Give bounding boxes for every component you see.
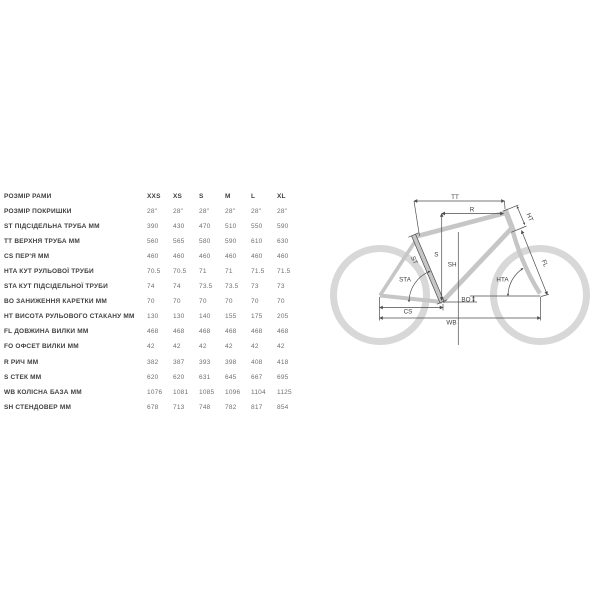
row-value: 130 [147, 313, 159, 321]
table-row [4, 249, 306, 264]
table-row [4, 339, 306, 354]
row-value: 74 [147, 283, 155, 291]
row-value: 70 [173, 298, 181, 306]
row-value: 468 [251, 328, 263, 336]
tt-dimension-label: TT [451, 194, 459, 201]
table-row [4, 219, 306, 234]
row-value: 28" [251, 208, 262, 216]
row-value: 73.5 [225, 283, 239, 291]
row-label: HTA КУТ РУЛЬОВОЇ ТРУБИ [4, 268, 94, 276]
row-value: 460 [225, 253, 237, 261]
row-value: 390 [147, 223, 159, 231]
row-value: 510 [225, 223, 237, 231]
table-row [4, 385, 306, 400]
fork-blade [513, 231, 541, 294]
size-header-l: L [251, 193, 256, 201]
row-label: HT ВИСОТА РУЛЬОВОГО СТАКАНУ ММ [4, 313, 135, 321]
table-row [4, 204, 306, 219]
row-value: 590 [225, 238, 237, 246]
frame-size-label: РОЗМІР РАМИ [4, 193, 52, 201]
row-value: 468 [147, 328, 159, 336]
bike-geometry-diagram [325, 190, 600, 355]
row-value: 70 [147, 298, 155, 306]
row-value: 460 [277, 253, 289, 261]
row-value: 70.5 [173, 268, 187, 276]
row-value: 28" [173, 208, 184, 216]
hta-dimension-label: HTA [496, 276, 509, 284]
sh-dimension-label: SH [447, 261, 457, 269]
row-value: 70 [199, 298, 207, 306]
table-row [4, 370, 306, 385]
row-label: STA КУТ ПІДСІДЕЛЬНОЇ ТРУБИ [4, 283, 108, 291]
row-value: 42 [173, 343, 181, 351]
chainstay-tube [380, 296, 442, 303]
row-value: 73 [277, 283, 285, 291]
row-value: 550 [251, 223, 263, 231]
s-dimension-label: S [434, 251, 439, 259]
row-value: 70 [225, 298, 233, 306]
row-value: 560 [147, 238, 159, 246]
row-value: 70 [277, 298, 285, 306]
row-value: 28" [225, 208, 236, 216]
row-value: 580 [199, 238, 211, 246]
row-value: 1125 [277, 388, 292, 396]
row-label: ST ПІДСІДЕЛЬНА ТРУБА ММ [4, 223, 100, 231]
row-value: 205 [277, 313, 289, 321]
row-value: 460 [173, 253, 185, 261]
row-value: 468 [277, 328, 289, 336]
row-value: 782 [225, 403, 237, 411]
row-value: 42 [225, 343, 233, 351]
st-dimension-label: ST [409, 255, 419, 266]
row-value: 398 [225, 358, 237, 366]
size-header-xl: XL [277, 193, 286, 201]
size-header-m: M [225, 193, 231, 201]
row-label: SH СТЕНДОВЕР ММ [4, 403, 72, 411]
row-value: 408 [251, 358, 263, 366]
cs-dimension-label: CS [403, 308, 413, 316]
front-wheel [494, 249, 587, 342]
row-value: 630 [277, 238, 289, 246]
row-value: 28" [147, 208, 158, 216]
row-label: РОЗМІР ПОКРИШКИ [4, 208, 72, 216]
row-value: 74 [173, 283, 181, 291]
row-value: 713 [173, 403, 185, 411]
row-value: 854 [277, 403, 289, 411]
table-row [4, 355, 306, 370]
table-row [4, 264, 306, 279]
row-value: 382 [147, 358, 159, 366]
table-row [4, 324, 306, 339]
row-label: BO ЗАНИЖЕННЯ КАРЕТКИ ММ [4, 298, 107, 306]
row-value: 70.5 [147, 268, 161, 276]
row-value: 610 [251, 238, 263, 246]
row-value: 42 [251, 343, 259, 351]
geometry-table [4, 189, 306, 415]
row-value: 130 [173, 313, 185, 321]
row-value: 42 [199, 343, 207, 351]
row-value: 1081 [173, 388, 189, 396]
row-value: 430 [173, 223, 185, 231]
size-header-s: S [199, 193, 204, 201]
row-value: 1076 [147, 388, 163, 396]
table-row [4, 309, 306, 324]
row-label: CS ПЕР'Я ММ [4, 253, 50, 261]
row-value: 631 [199, 373, 211, 381]
row-value: 71 [225, 268, 233, 276]
table-row [4, 400, 306, 415]
row-value: 28" [277, 208, 288, 216]
row-value: 418 [277, 358, 289, 366]
row-value: 1085 [199, 388, 215, 396]
table-body [4, 204, 306, 415]
row-value: 460 [199, 253, 211, 261]
size-header-xxs: XXS [147, 193, 161, 201]
row-value: 620 [173, 373, 185, 381]
row-value: 42 [277, 343, 285, 351]
row-value: 817 [251, 403, 263, 411]
row-value: 175 [251, 313, 263, 321]
row-value: 565 [173, 238, 185, 246]
row-label: FO ОФСЕТ ВИЛКИ ММ [4, 343, 79, 351]
row-value: 1104 [251, 388, 266, 396]
row-value: 590 [277, 223, 289, 231]
row-value: 460 [147, 253, 159, 261]
table-row [4, 279, 306, 294]
row-label: R РИЧ ММ [4, 358, 39, 366]
row-value: 140 [199, 313, 211, 321]
row-label: FL ДОВЖИНА ВИЛКИ ММ [4, 328, 89, 336]
fl-dimension-label: FL [539, 258, 550, 269]
row-value: 748 [199, 403, 211, 411]
row-value: 470 [199, 223, 211, 231]
row-value: 468 [225, 328, 237, 336]
ht-dimension-label: HT [524, 212, 535, 223]
bo-dimension-label: BO [461, 296, 471, 304]
row-label: WB КОЛІСНА БАЗА ММ [4, 388, 82, 396]
top-tube [414, 213, 507, 238]
row-value: 71.5 [277, 268, 291, 276]
row-value: 387 [173, 358, 185, 366]
row-value: 620 [147, 373, 159, 381]
row-value: 70 [251, 298, 259, 306]
table-row [4, 234, 306, 249]
row-value: 28" [199, 208, 210, 216]
r-dimension-label: R [469, 206, 475, 214]
row-value: 73.5 [199, 283, 213, 291]
row-value: 393 [199, 358, 211, 366]
row-label: TT ВЕРХНЯ ТРУБА ММ [4, 238, 80, 246]
row-value: 460 [251, 253, 263, 261]
row-value: 667 [251, 373, 263, 381]
row-value: 71.5 [251, 268, 265, 276]
row-value: 468 [173, 328, 185, 336]
row-label: S СТЕК ММ [4, 373, 42, 381]
row-value: 678 [147, 403, 159, 411]
wb-dimension-label: WB [446, 319, 457, 327]
row-value: 645 [225, 373, 237, 381]
row-value: 155 [225, 313, 237, 321]
size-header-xs: XS [173, 193, 183, 201]
row-value: 1096 [225, 388, 241, 396]
row-value: 71 [199, 268, 207, 276]
row-value: 695 [277, 373, 289, 381]
row-value: 42 [147, 343, 155, 351]
row-value: 468 [199, 328, 211, 336]
table-header-row [4, 189, 306, 204]
sta-dimension-label: STA [399, 276, 411, 284]
row-value: 73 [251, 283, 259, 291]
table-row [4, 294, 306, 309]
